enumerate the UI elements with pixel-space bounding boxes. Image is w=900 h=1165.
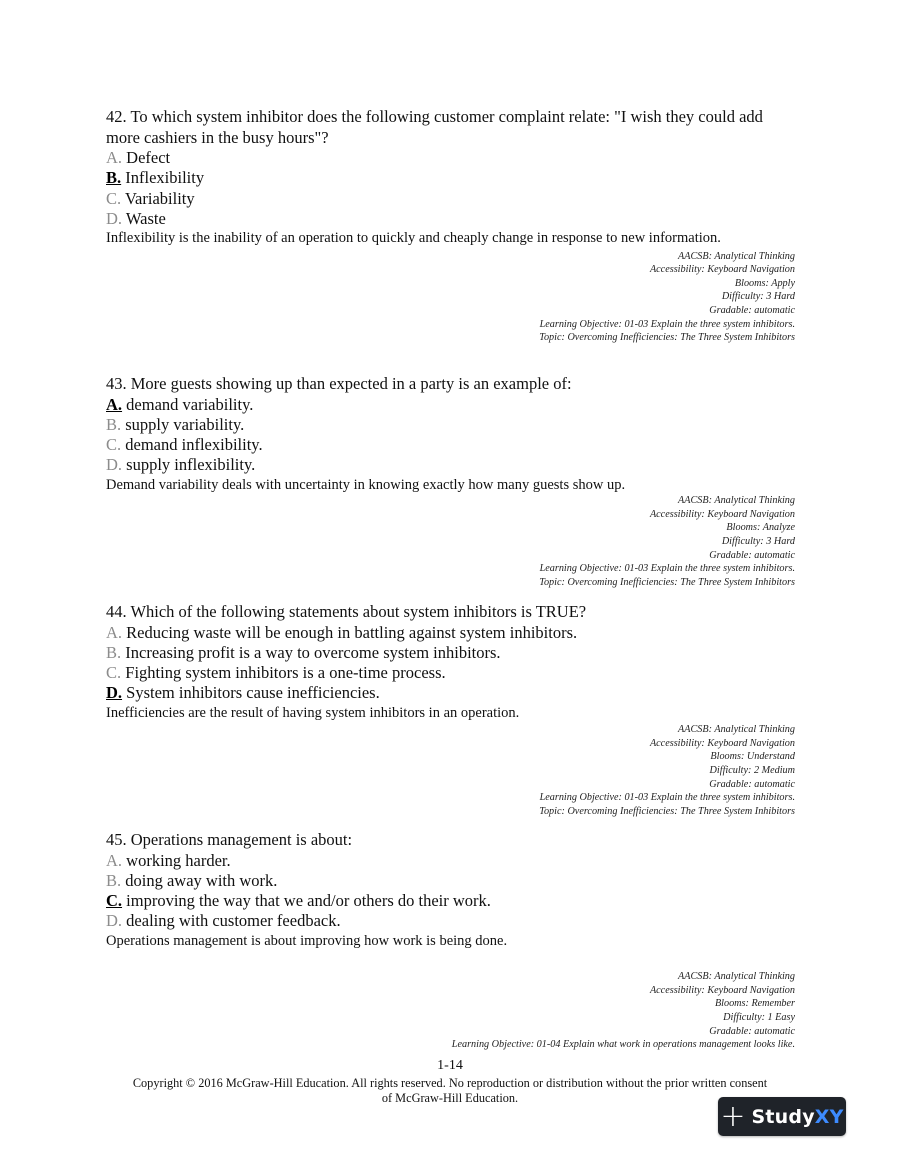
option-a: A. Reducing waste will be enough in battling against system inhibitors.	[106, 622, 578, 642]
option-b: B. doing away with work.	[106, 870, 278, 890]
option-d-correct: D. System inhibitors cause inefficiencies.	[106, 683, 380, 703]
option-c: C. demand inflexibility.	[106, 435, 263, 455]
option-d: D. dealing with customer feedback.	[106, 911, 341, 931]
option-a: A. Defect	[106, 148, 171, 167]
question-stem: 43. More guests showing up than expected in a party is an example of:	[106, 374, 572, 393]
option-d: D. supply inflexibility.	[106, 455, 256, 475]
question-stem: 42. To which system inhibitor does the following customer complaint relate: "I wish they could add more cashiers in the busy hours"?	[106, 107, 763, 147]
explanation: Operations management is about improving how work is being done.	[106, 932, 508, 949]
option-d: D. Waste	[106, 208, 166, 228]
question-42	[106, 107, 796, 345]
option-c-correct: C. improving the way that we and/or others do their work.	[106, 891, 491, 911]
page-number: 1-14	[437, 1058, 463, 1073]
option-a-correct: A. demand variability.	[106, 394, 254, 414]
option-c: C. Fighting system inhibitors is a one-time process.	[106, 663, 446, 683]
question-metadata: AACSB: Analytical Thinking Accessibility: Keyboard Navigation Blooms: Apply Difficulty: 3 Hard Gradable: automatic Learning Objective: 01-03 Explain the three system inhibitors. Topic: Overcoming Inefficiencies: The Three System Inhibitors	[539, 250, 795, 344]
option-c: C. Variability	[106, 188, 195, 208]
question-metadata: AACSB: Analytical Thinking Accessibility: Keyboard Navigation Blooms: Understand Difficulty: 2 Medium Gradable: automatic Learning Objective: 01-03 Explain the three system inhibitors. Topic: Overcoming Inefficiencies: The Three System Inhibitors	[539, 724, 795, 817]
plus-icon: +	[720, 1098, 746, 1134]
copyright-line-2: of McGraw-Hill Education.	[381, 1091, 519, 1105]
option-b-correct: B. Inflexibility	[106, 168, 205, 188]
option-b: B. Increasing profit is a way to overcome system inhibitors.	[106, 642, 501, 662]
studyxy-logo-text: StudyXY	[751, 1105, 844, 1128]
option-b: B. supply variability.	[106, 414, 245, 434]
question-43	[106, 374, 796, 589]
question-metadata: AACSB: Analytical Thinking Accessibility: Keyboard Navigation Blooms: Analyze Difficulty: 3 Hard Gradable: automatic Learning Objective: 01-03 Explain the three system inhibitors. Topic: Overcoming Inefficiencies: The Three System Inhibitors	[539, 495, 795, 588]
explanation: Inflexibility is the inability of an operation to quickly and cheaply change in response to new information.	[106, 230, 721, 247]
question-stem: 45. Operations management is about:	[106, 830, 353, 849]
option-a: A. working harder.	[106, 850, 231, 870]
copyright-line-1: Copyright © 2016 McGraw-Hill Education. All rights reserved. No reproduction or distribution without the prior written consent	[132, 1076, 768, 1090]
question-stem: 44. Which of the following statements about system inhibitors is TRUE?	[106, 602, 587, 621]
question-metadata: AACSB: Analytical Thinking Accessibility: Keyboard Navigation Blooms: Remember Difficulty: 1 Easy Gradable: automatic Learning Objective: 01-04 Explain what work in operations management looks like.	[451, 971, 795, 1051]
studyxy-logo-badge[interactable]	[718, 1097, 846, 1136]
question-45	[106, 830, 796, 1052]
explanation: Inefficiencies are the result of having system inhibitors in an operation.	[106, 704, 520, 721]
explanation: Demand variability deals with uncertainty in knowing exactly how many guests show up.	[106, 476, 626, 493]
question-44	[106, 602, 796, 818]
